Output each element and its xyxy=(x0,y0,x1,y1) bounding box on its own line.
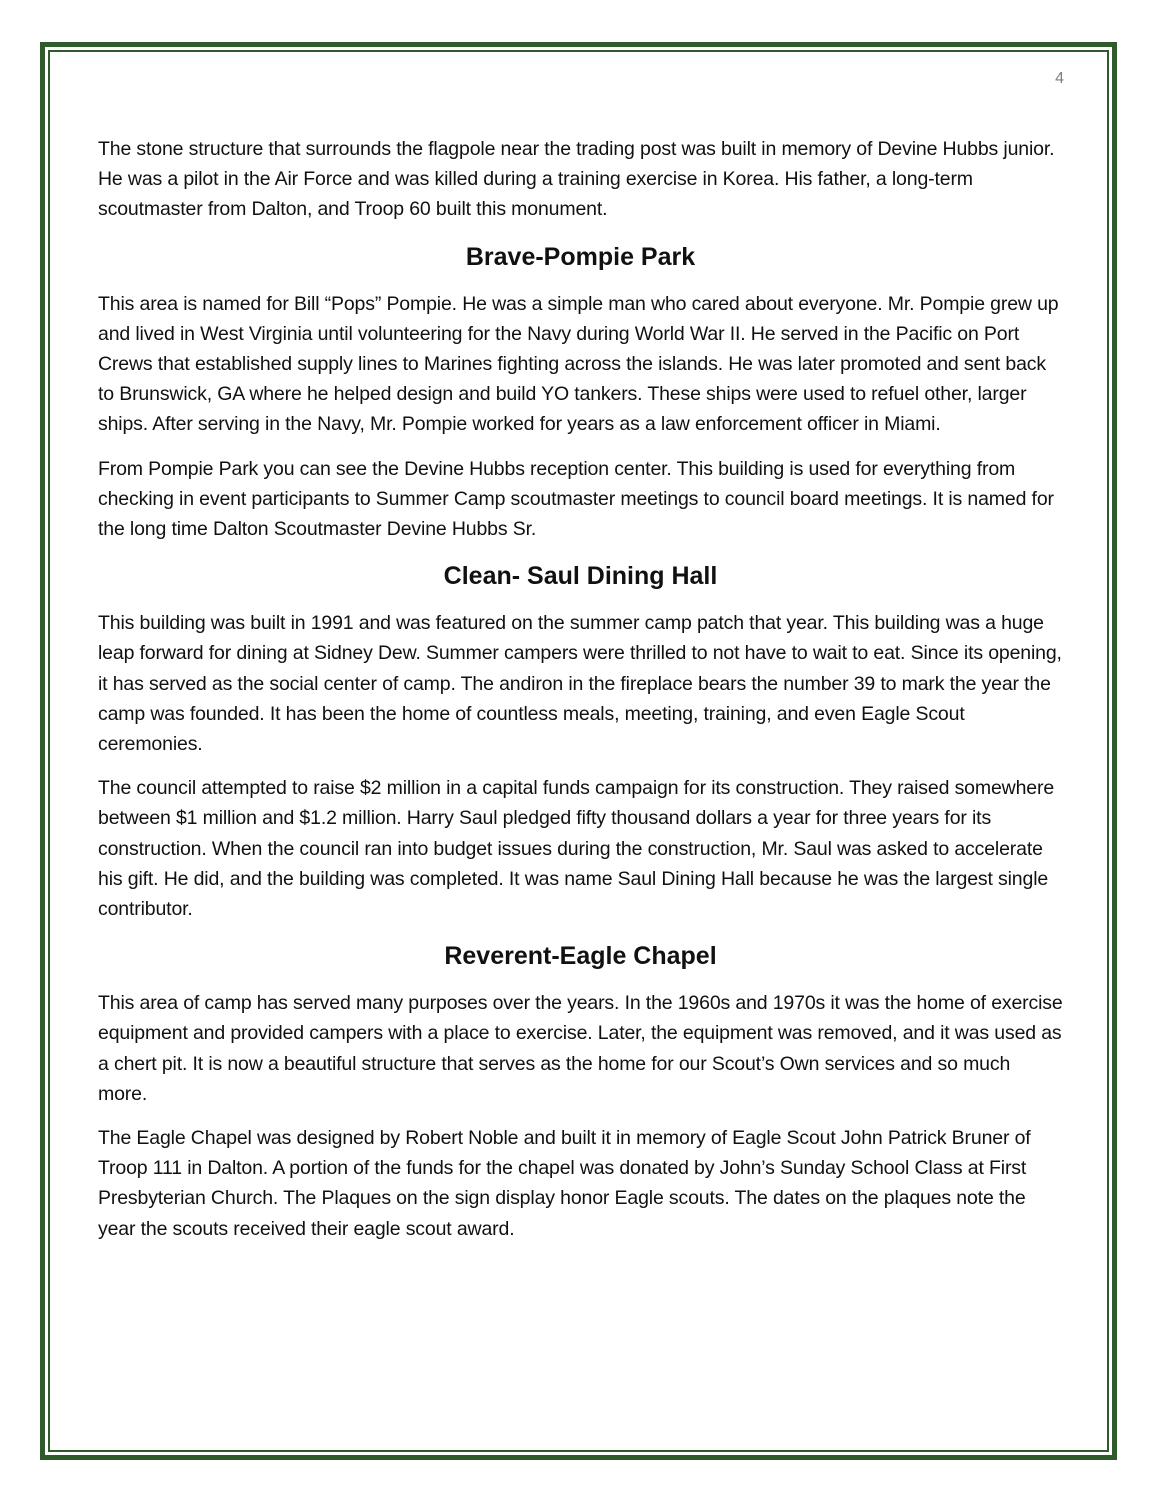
section-paragraph: The council attempted to raise $2 million in a capital funds campaign for its construction. They raised somewhere between $1 million and $1.2 million. Harry Saul pledged fifty thousand dollars a year for three years for its construction. When the council ran into budget issues during the construction, Mr. Saul was asked to accelerate his gift. He did, and the building was completed. It was name Saul Dining Hall because he was the largest single contributor. xyxy=(98,777,1055,921)
page-number: 4 xyxy=(1055,70,1064,87)
section-reverent-eagle-chapel xyxy=(98,938,1063,1244)
intro-paragraph: The stone structure that surrounds the flagpole near the trading post was built in memory of Devine Hubbs junior. He was a pilot in the Air Force and was killed during a training exercise in Korea. His father, a long-term scoutmaster from Dalton, and Troop 60 built this monument. xyxy=(98,138,1055,221)
section-heading: Brave-Pompie Park xyxy=(465,242,696,271)
section-paragraph: This area is named for Bill “Pops” Pompie. He was a simple man who cared about everyone. Mr. Pompie grew up and lived in West Virginia until volunteering for the Navy during World War II. He served in the Pacific on Port Crews that established supply lines to Marines fighting across the islands. He was later promoted and sent back to Brunswick, GA where he helped design and build YO tankers. These ships were used to refuel other, larger ships. After serving in the Navy, Mr. Pompie worked for years as a law enforcement officer in Miami. xyxy=(98,292,1059,436)
document-body xyxy=(98,134,1063,1258)
section-clean-saul-dining-hall xyxy=(98,558,1063,924)
section-heading: Clean- Saul Dining Hall xyxy=(443,562,718,591)
section-paragraph: The Eagle Chapel was designed by Robert Noble and built it in memory of Eagle Scout John Patrick Bruner of Troop 111 in Dalton. A portion of the funds for the chapel was donated by John’s Sunday School Class at First Presbyterian Church. The Plaques on the sign display honor Eagle scouts. The dates on the plaques note the year the scouts received their eagle scout award. xyxy=(98,1127,1031,1240)
section-paragraph: From Pompie Park you can see the Devine Hubbs reception center. This building is used for everything from checking in event participants to Summer Camp scoutmaster meetings to council board meetings. It is named for the long time Dalton Scoutmaster Devine Hubbs Sr. xyxy=(98,457,1054,541)
section-paragraph: This building was built in 1991 and was featured on the summer camp patch that year. This building was a huge leap forward for dining at Sidney Dew. Summer campers were thrilled to not have to wait to eat. Since its opening, it has served as the social center of camp. The andiron in the fireplace bears the number 39 to mark the year the camp was founded. It has been the home of countless meals, meeting, training, and even Eagle Scout ceremonies. xyxy=(98,612,1062,756)
section-paragraph: This area of camp has served many purposes over the years. In the 1960s and 1970s it was the home of exercise equipment and provided campers with a place to exercise. Later, the equipment was removed, and it was used as a chert pit. It is now a beautiful structure that serves as the home for our Scout’s Own services and so much more. xyxy=(98,992,1063,1105)
section-brave-pompie-park xyxy=(98,239,1063,545)
section-heading: Reverent-Eagle Chapel xyxy=(444,942,717,971)
